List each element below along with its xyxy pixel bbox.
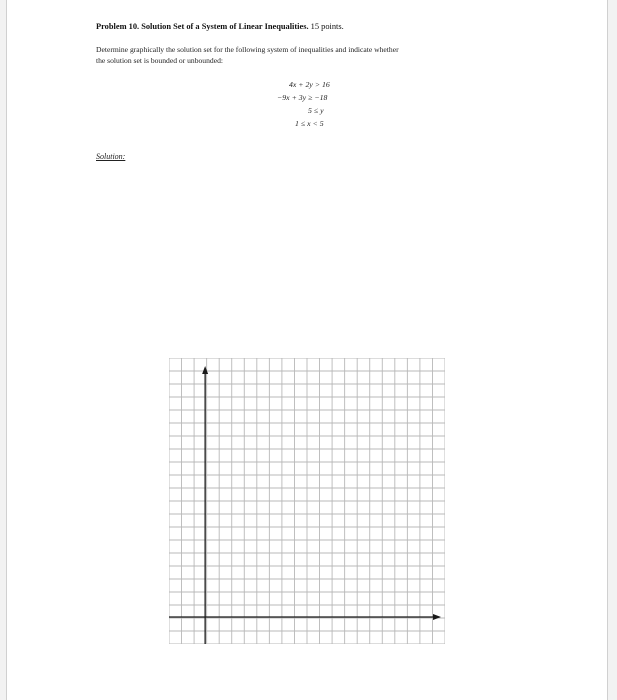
inequality-1: 4x + 2y > 16 [289,80,330,89]
instructions [96,45,546,66]
solution-label: Solution: [96,152,126,161]
inequality-3: 5 ≤ y [308,106,324,115]
y-axis-arrow-icon [202,366,208,374]
instructions-line-1: Determine graphically the solution set for the following system of inequalities and indicate whether [96,45,399,54]
instructions-line-2: the solution set is bounded or unbounded: [96,55,223,65]
problem-points: 15 points. [310,22,344,31]
problem-title: Problem 10. Solution Set of a System of Linear Inequalities. [96,22,309,31]
problem-heading [96,22,556,31]
x-axis-arrow-icon [433,614,441,620]
inequality-4: 1 ≤ x < 5 [295,119,324,128]
worksheet-page [6,0,608,700]
coordinate-grid [169,358,445,644]
inequality-2: −9x + 3y ≥ −18 [277,93,328,102]
